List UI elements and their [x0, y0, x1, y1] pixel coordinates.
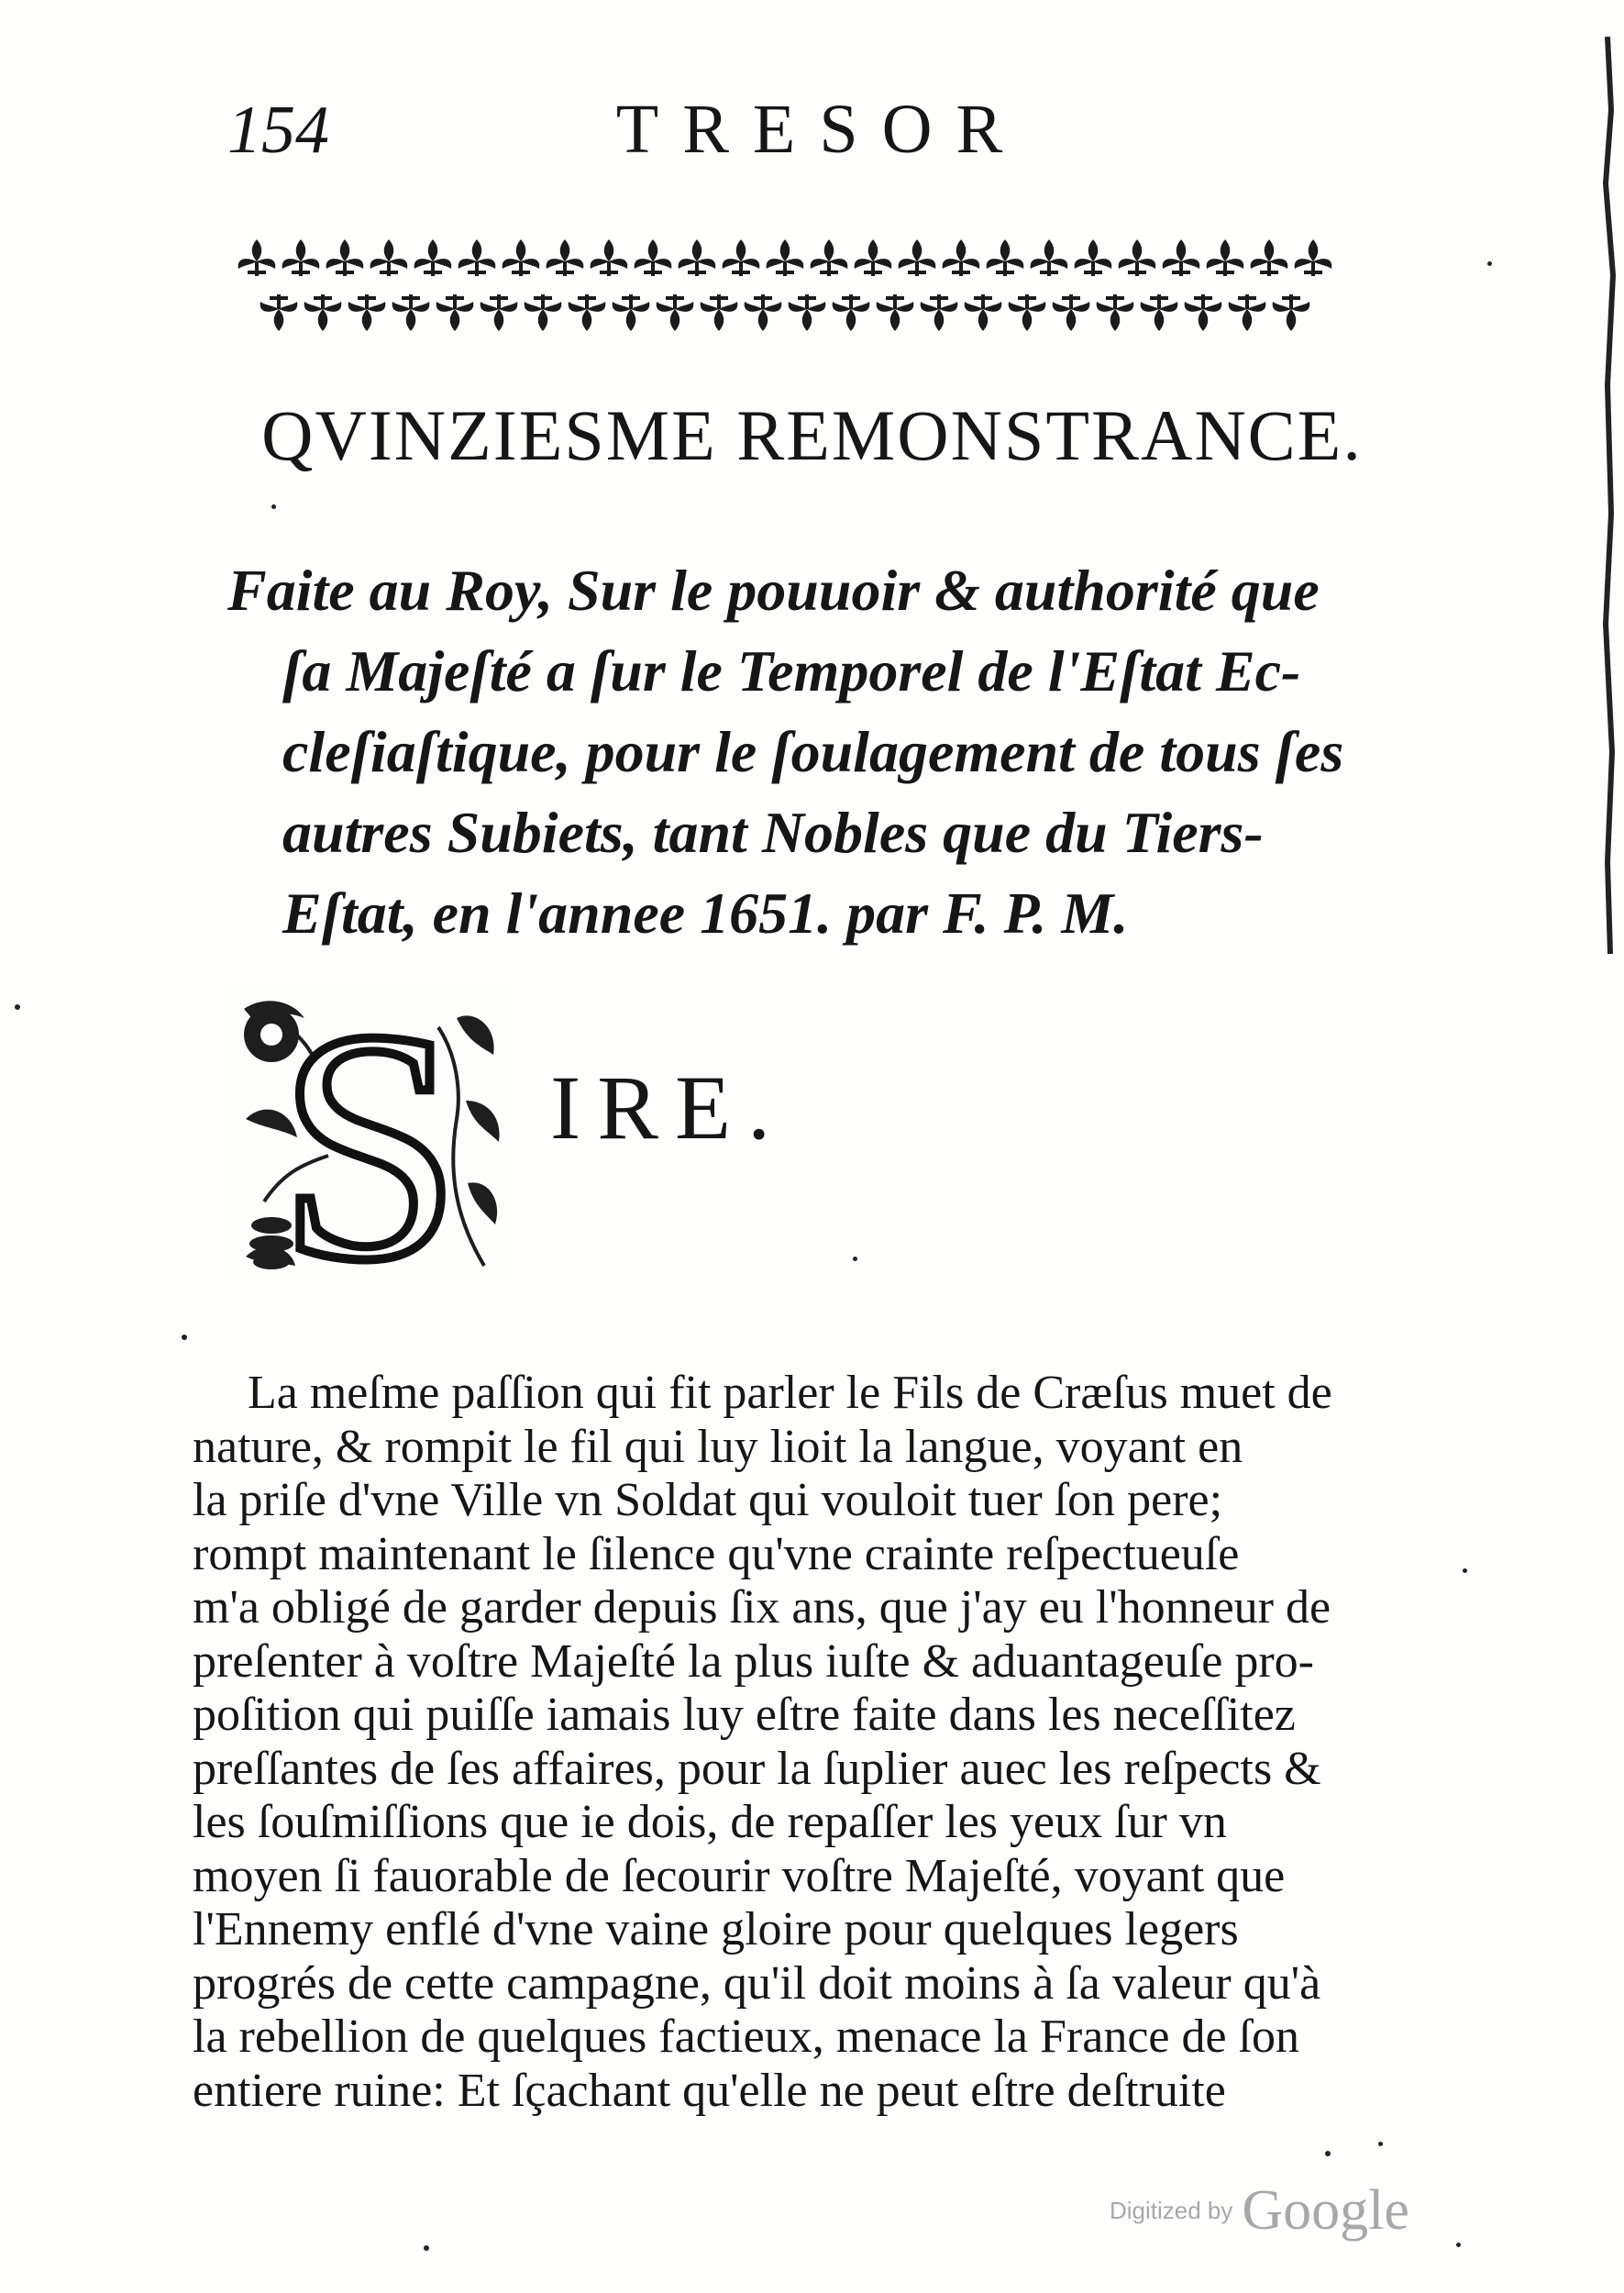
running-head: TRESOR — [615, 91, 1027, 168]
subtitle-line: Faite au Roy, Sur le pouuoir & authorité que — [227, 558, 1320, 623]
paper-speck — [1378, 2142, 1383, 2146]
subtitle-block — [227, 550, 1374, 954]
paper-speck — [1487, 261, 1492, 266]
text-line: progrés de cette campagne, qu'il doit moins à ſa valeur qu'à — [193, 1956, 1321, 2010]
paper-speck — [182, 1335, 187, 1340]
decorated-initial — [227, 991, 512, 1279]
text-line: entiere ruine: Et ſçachant qu'elle ne peut eſtre deſtruite — [193, 2064, 1226, 2117]
subtitle-line: autres Subiets, tant Nobles que du Tiers- — [282, 800, 1264, 865]
body-paragraph — [193, 1367, 1375, 2118]
text-line: nature, & rompit le fil qui luy lioit la langue, voyant en — [193, 1420, 1243, 1473]
salutation-rest: IRE. — [550, 1057, 788, 1158]
google-logo: Google — [1242, 2179, 1409, 2242]
subtitle-line: cleſiaſtique, pour le ſoulagement de tous ſes — [282, 719, 1344, 784]
text-line: poſition qui puiſſe iamais luy eſtre faite dans les neceſſitez — [193, 1689, 1296, 1741]
text-line: preſenter à voſtre Majeſté la plus iuſte & aduantageuſe pro- — [193, 1634, 1314, 1688]
subtitle-line: ſa Majeſté a ſur le Temporel de l'Eſtat Ec- — [282, 638, 1301, 703]
digitization-watermark — [1110, 2178, 1409, 2243]
text-line: preſſantes de ſes affaires, pour la ſuplier auec les reſpects & — [193, 1742, 1321, 1795]
text-line: la rebellion de quelques factieux, menace la France de ſon — [193, 2011, 1300, 2063]
paper-speck — [15, 1004, 20, 1010]
paper-speck — [424, 2245, 429, 2251]
fleuron-ornament-band — [237, 225, 1355, 344]
text-line: moyen ſi fauorable de ſecourir voſtre Majeſté, voyant que — [193, 1849, 1286, 1902]
text-line: la priſe d'vne Ville vn Soldat qui vouloit tuer ſon pere; — [193, 1474, 1223, 1526]
subtitle-line: Eſtat, en l'annee 1651. par F. P. M. — [282, 881, 1129, 946]
text-line: l'Ennemy enflé d'vne vaine gloire pour quelques legers — [193, 1903, 1239, 1955]
page-number: 154 — [227, 93, 329, 168]
paper-speck — [1325, 2151, 1331, 2156]
paper-speck — [271, 504, 276, 509]
paper-speck — [1463, 1568, 1467, 1573]
text-line: La meſme paſſion qui fit parler le Fils de Cræſus muet de — [248, 1367, 1332, 1419]
paper-speck — [853, 1257, 857, 1261]
text-line: m'a obligé de garder depuis ſix ans, que j'ay eu l'honneur de — [193, 1581, 1331, 1634]
svg-text:S: S — [277, 991, 462, 1279]
text-line: rompt maintenant le ſilence qu'vne crainte reſpectueuſe — [193, 1527, 1240, 1580]
text-line: les ſouſmiſſions que ie dois, de repaſſer les yeux ſur vn — [193, 1796, 1227, 1848]
chapter-title: QVINZIESME REMONSTRANCE. — [261, 395, 1363, 475]
digitized-label: Digitized by — [1110, 2197, 1233, 2224]
paper-speck — [1456, 2243, 1461, 2247]
page-edge-shadow — [1587, 37, 1624, 954]
